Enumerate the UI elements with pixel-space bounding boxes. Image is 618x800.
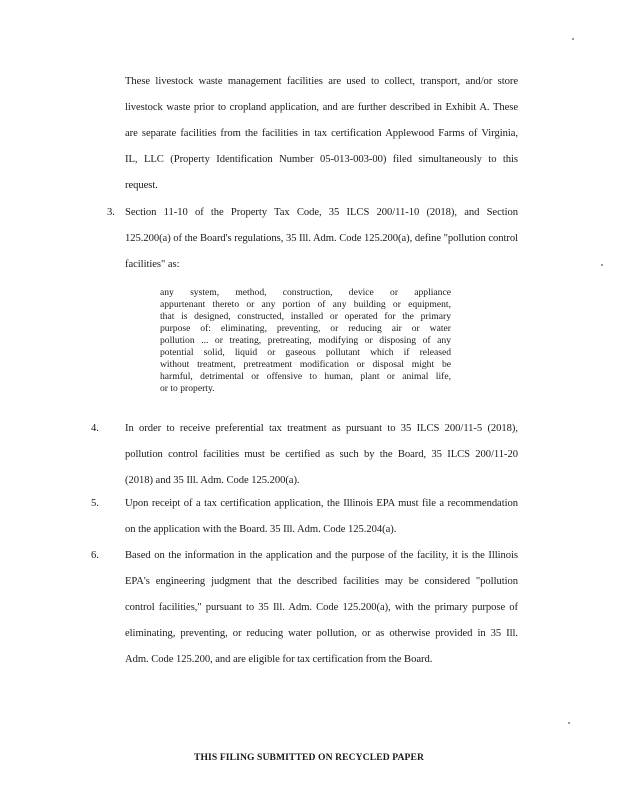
quote-line: any system, method, construction, device or appliance bbox=[160, 287, 451, 298]
scan-speck bbox=[568, 722, 570, 724]
para4-line: In order to receive preferential tax treatment as pursuant to 35 ILCS 200/11-5 (2018), bbox=[125, 423, 518, 434]
paragraph-number: 5. bbox=[91, 498, 99, 509]
quote-line: potential solid, liquid or gaseous pollutant which if released bbox=[160, 347, 451, 358]
para4-line: pollution control facilities must be certified as such by the Board, 35 ILCS 200/11-20 bbox=[125, 449, 518, 460]
para6-line: EPA's engineering judgment that the described facilities may be considered "pollution bbox=[125, 576, 518, 587]
paragraph-number: 6. bbox=[91, 550, 99, 561]
para3-line: 125.200(a) of the Board's regulations, 35 Ill. Adm. Code 125.200(a), define "pollution control bbox=[125, 233, 518, 244]
para5-line: Upon receipt of a tax certification application, the Illinois EPA must file a recommendation bbox=[125, 498, 518, 509]
intro-line: request. bbox=[125, 180, 158, 191]
para6-line: Based on the information in the application and the purpose of the facility, it is the Illinois bbox=[125, 550, 518, 561]
recycled-paper-footer: THIS FILING SUBMITTED ON RECYCLED PAPER bbox=[193, 752, 424, 763]
para6-line: eliminating, preventing, or reducing water pollution, or as otherwise provided in 35 Ill. bbox=[125, 628, 518, 639]
para3-line: Section 11-10 of the Property Tax Code, 35 ILCS 200/11-10 (2018), and Section bbox=[125, 207, 518, 218]
quote-line: harmful, detrimental or offensive to human, plant or animal life, bbox=[160, 371, 451, 382]
quote-line: that is designed, constructed, installed or operated for the primary bbox=[160, 311, 451, 322]
intro-line: These livestock waste management facilities are used to collect, transport, and/or store bbox=[125, 76, 518, 87]
scan-speck bbox=[572, 38, 574, 40]
scan-speck bbox=[601, 264, 603, 266]
para6-line: Adm. Code 125.200, and are eligible for tax certification from the Board. bbox=[125, 654, 433, 665]
intro-line: IL, LLC (Property Identification Number 05-013-003-00) filed simultaneously to this bbox=[125, 154, 518, 165]
intro-line: livestock waste prior to cropland application, and are further described in Exhibit A. These bbox=[125, 102, 518, 113]
intro-line: are separate facilities from the facilities in tax certification Applewood Farms of Virginia, bbox=[125, 128, 518, 139]
para3-line: facilities" as: bbox=[125, 259, 180, 270]
para4-line: (2018) and 35 Ill. Adm. Code 125.200(a). bbox=[125, 475, 300, 486]
paragraph-number: 3. bbox=[107, 207, 115, 218]
quote-line: or to property. bbox=[160, 383, 215, 394]
quote-line: pollution ... or treating, pretreating, modifying or disposing of any bbox=[160, 335, 451, 346]
paragraph-number: 4. bbox=[91, 423, 99, 434]
quote-line: without treatment, pretreatment modification or disposal might be bbox=[160, 359, 451, 370]
para6-line: control facilities," pursuant to 35 Ill. Adm. Code 125.200(a), with the primary purpose of bbox=[125, 602, 518, 613]
quote-line: purpose of: eliminating, preventing, or reducing air or water bbox=[160, 323, 451, 334]
quote-line: appurtenant thereto or any portion of any building or equipment, bbox=[160, 299, 451, 310]
para5-line: on the application with the Board. 35 Ill. Adm. Code 125.204(a). bbox=[125, 524, 397, 535]
